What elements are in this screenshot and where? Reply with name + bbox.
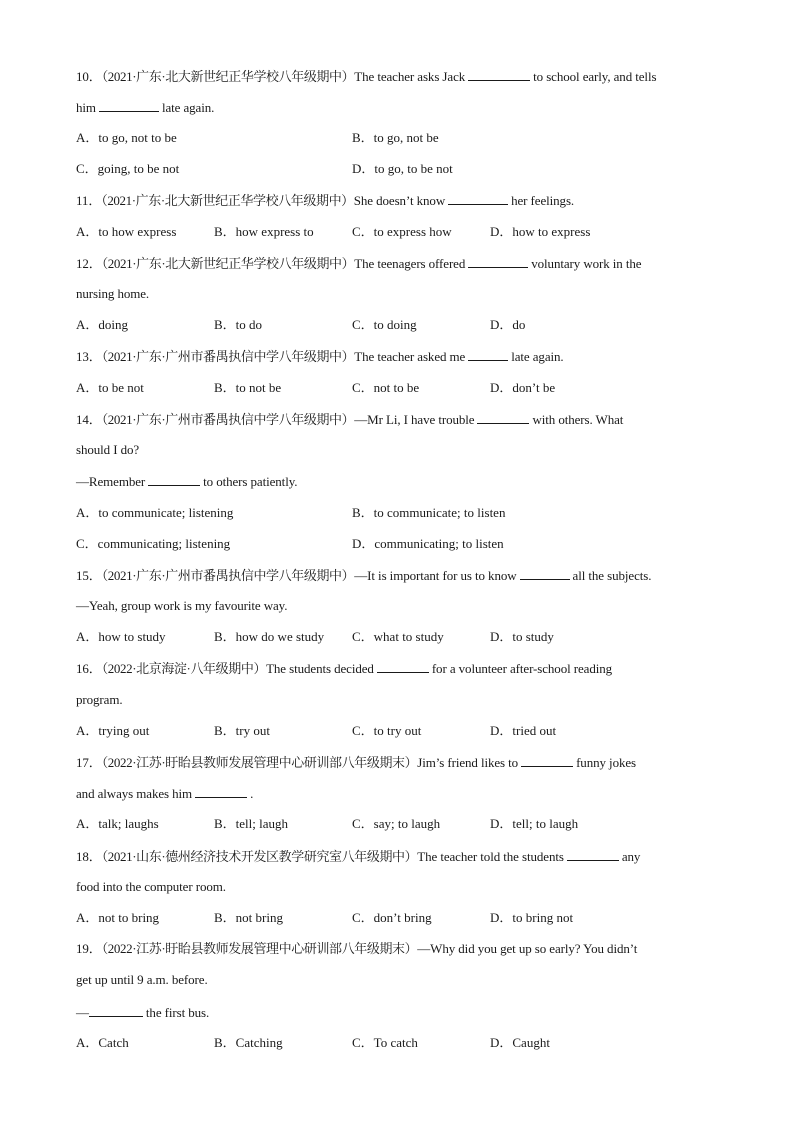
answer-blank[interactable] [448, 191, 508, 205]
option-a[interactable]: A．not to bring [76, 910, 160, 925]
question-15-line-1: 15．（2021·广东·广州市番禺执信中学八年级期中）—It is important for us to know all the subjects. [76, 568, 652, 583]
question-13-line-1: 13．（2021·广东·广州市番禺执信中学八年级期中）The teacher asked me late again. [76, 349, 564, 364]
question-18-line-1: 18．（2021·山东·德州经济技术开发区教学研究室八年级期中）The teacher told the students any [76, 849, 641, 864]
option-d[interactable]: D．to bring not [490, 910, 574, 925]
option-d[interactable]: D．tried out [490, 723, 557, 738]
option-b[interactable]: B．not bring [214, 910, 283, 925]
question-source: （2021·广东·北大新世纪正华学校八年级期中） [101, 69, 355, 84]
option-b[interactable]: B．to communicate; to listen [352, 505, 506, 520]
option-d[interactable]: D．Caught [490, 1035, 550, 1050]
option-c[interactable]: C．to express how [352, 224, 452, 239]
question-17-line-2: and always makes him . [76, 786, 254, 801]
option-a[interactable]: A．to go, not to be [76, 130, 177, 145]
option-b[interactable]: B．to not be [214, 380, 282, 395]
option-a[interactable]: A．to how express [76, 224, 177, 239]
option-c[interactable]: C．communicating; listening [76, 536, 231, 551]
question-12-line-2: nursing home. [76, 286, 150, 301]
option-b[interactable]: B．Catching [214, 1035, 283, 1050]
answer-blank[interactable] [521, 753, 573, 767]
option-b[interactable]: B．try out [214, 723, 270, 738]
option-a[interactable]: A．to be not [76, 380, 144, 395]
question-10-line-1: 10．（2021·广东·北大新世纪正华学校八年级期中）The teacher asks Jack to school early, and tells [76, 69, 657, 84]
answer-blank[interactable] [520, 566, 570, 580]
question-number: 10． [76, 69, 102, 84]
answer-blank[interactable] [477, 410, 529, 424]
question-19-line-2: get up until 9 a.m. before. [76, 972, 208, 987]
question-12-line-1: 12．（2021·广东·北大新世纪正华学校八年级期中）The teenagers offered voluntary work in the [76, 256, 642, 271]
option-a[interactable]: A．to communicate; listening [76, 505, 234, 520]
option-a[interactable]: A．doing [76, 317, 129, 332]
answer-blank[interactable] [468, 67, 530, 81]
option-b[interactable]: B．how do we study [214, 629, 325, 644]
option-c[interactable]: C．not to be [352, 380, 420, 395]
question-16-line-2: program. [76, 692, 123, 707]
answer-blank[interactable] [195, 784, 247, 798]
question-14-line-2: should I do? [76, 442, 140, 457]
option-a[interactable]: A．how to study [76, 629, 166, 644]
answer-blank[interactable] [468, 347, 508, 361]
question-17-line-1: 17．（2022·江苏·盱眙县教师发展管理中心研训部八年级期末）Jim’s friend likes to funny jokes [76, 755, 636, 770]
option-c[interactable]: C．say; to laugh [352, 816, 441, 831]
option-d[interactable]: D．tell; to laugh [490, 816, 579, 831]
option-a[interactable]: A．talk; laughs [76, 816, 159, 831]
question-14-line-3: —Remember to others patiently. [76, 474, 298, 489]
option-d[interactable]: D．to study [490, 629, 554, 644]
question-19-line-1: 19．（2022·江苏·盱眙县教师发展管理中心研训部八年级期末）—Why did you get up so early? You didn’t [76, 941, 638, 956]
option-b[interactable]: B．to do [214, 317, 263, 332]
option-a[interactable]: A．Catch [76, 1035, 129, 1050]
option-a[interactable]: A．trying out [76, 723, 150, 738]
answer-blank[interactable] [377, 659, 429, 673]
answer-blank[interactable] [89, 1003, 143, 1017]
question-14-line-1: 14．（2021·广东·广州市番禺执信中学八年级期中）—Mr Li, I have trouble with others. What [76, 412, 624, 427]
question-16-line-1: 16．（2022·北京海淀·八年级期中）The students decided for a volunteer after-school reading [76, 661, 613, 676]
answer-blank[interactable] [148, 472, 200, 486]
option-c[interactable]: C．to try out [352, 723, 422, 738]
option-c[interactable]: C．don’t bring [352, 910, 432, 925]
answer-blank[interactable] [567, 847, 619, 861]
option-c[interactable]: C．going, to be not [76, 161, 180, 176]
question-18-line-2: food into the computer room. [76, 879, 226, 894]
option-d[interactable]: D．how to express [490, 224, 591, 239]
question-15-line-2: —Yeah, group work is my favourite way. [76, 598, 288, 613]
option-d[interactable]: D．to go, to be not [352, 161, 453, 176]
question-10-line-2: him late again. [76, 100, 215, 115]
option-d[interactable]: D．do [490, 317, 526, 332]
question-19-line-3: — the first bus. [76, 1005, 210, 1020]
option-d[interactable]: D．don’t be [490, 380, 556, 395]
option-c[interactable]: C．what to study [352, 629, 444, 644]
answer-blank[interactable] [468, 254, 528, 268]
option-d[interactable]: D．communicating; to listen [352, 536, 504, 551]
option-b[interactable]: B．tell; laugh [214, 816, 289, 831]
question-11-line-1: 11．（2021·广东·北大新世纪正华学校八年级期中）She doesn’t know her feelings. [76, 193, 575, 208]
option-c[interactable]: C．To catch [352, 1035, 418, 1050]
answer-blank[interactable] [99, 98, 159, 112]
option-b[interactable]: B．how express to [214, 224, 314, 239]
option-b[interactable]: B．to go, not be [352, 130, 439, 145]
option-c[interactable]: C．to doing [352, 317, 417, 332]
